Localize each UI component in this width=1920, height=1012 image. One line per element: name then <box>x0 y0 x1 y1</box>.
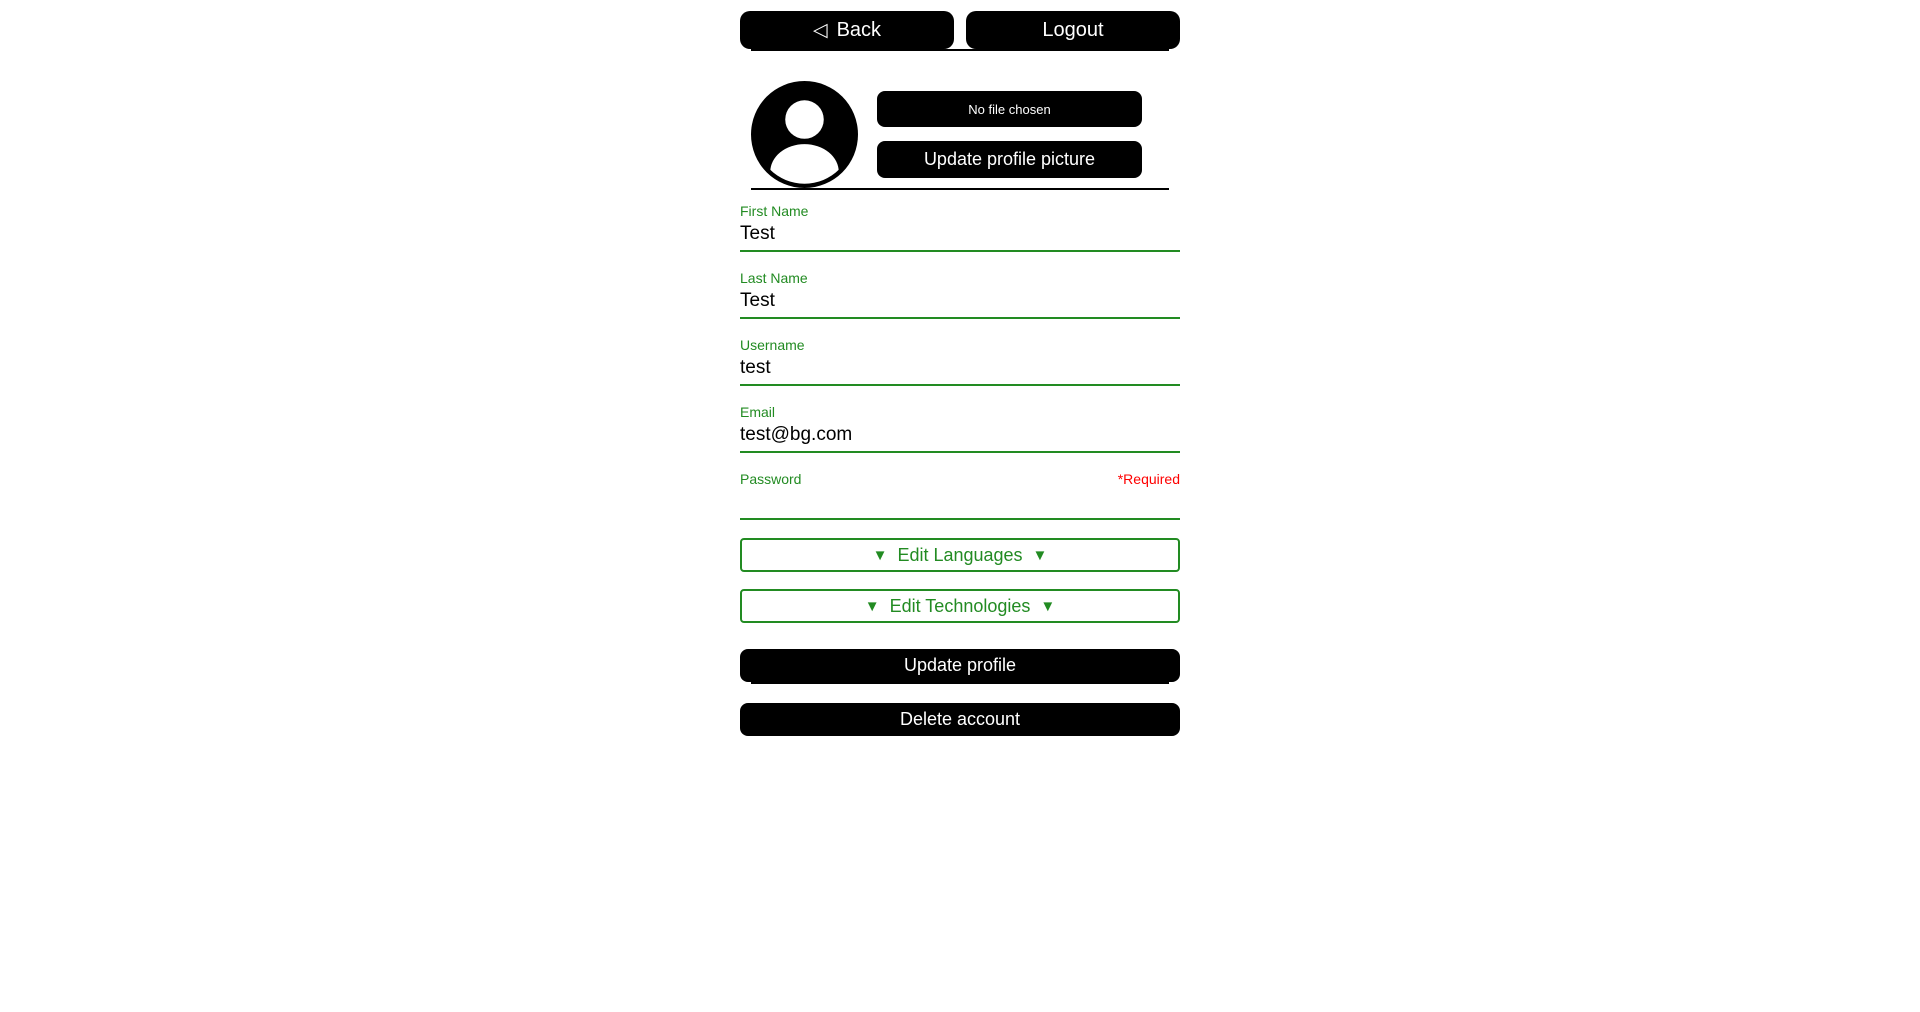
update-picture-label: Update profile picture <box>923 149 1096 169</box>
edit-technologies-button[interactable] <box>740 589 1180 623</box>
chevron-down-icon: ▼ <box>1040 597 1056 615</box>
update-profile-label: Update profile <box>903 655 1017 675</box>
person-icon <box>751 81 858 188</box>
first-name-input[interactable] <box>740 222 1180 246</box>
chevron-down-icon: ▼ <box>864 597 880 615</box>
password-label: Password <box>740 471 802 487</box>
profile-page <box>740 0 1180 736</box>
first-name-label: First Name <box>740 203 809 219</box>
picture-buttons <box>877 91 1142 178</box>
profile-picture-section <box>740 81 1180 188</box>
username-label: Username <box>740 337 805 353</box>
username-input[interactable] <box>740 356 1180 380</box>
edit-languages-label: Edit Languages <box>897 544 1023 565</box>
delete-account-button[interactable] <box>740 703 1180 736</box>
back-arrow-icon: ◁ <box>812 19 828 41</box>
divider <box>751 188 1169 190</box>
choose-file-button[interactable] <box>877 91 1142 127</box>
update-profile-button[interactable] <box>740 649 1180 682</box>
logout-button[interactable] <box>966 11 1180 49</box>
last-name-field <box>740 270 1180 319</box>
email-label: Email <box>740 404 776 420</box>
username-field <box>740 337 1180 386</box>
back-button-label: Back <box>836 18 882 41</box>
delete-account-label: Delete account <box>899 709 1021 729</box>
divider <box>751 49 1169 51</box>
required-note: *Required <box>1117 471 1180 487</box>
email-field <box>740 404 1180 453</box>
first-name-field <box>740 203 1180 252</box>
back-button[interactable] <box>740 11 954 49</box>
file-chosen-status: No file chosen <box>968 101 1051 117</box>
chevron-down-icon: ▼ <box>872 546 888 564</box>
edit-languages-button[interactable] <box>740 538 1180 572</box>
edit-technologies-label: Edit Technologies <box>889 595 1031 616</box>
password-label-row <box>740 471 1180 487</box>
profile-form <box>740 203 1180 520</box>
last-name-label: Last Name <box>740 270 808 286</box>
last-name-input[interactable] <box>740 289 1180 313</box>
update-profile-picture-button[interactable] <box>877 141 1142 178</box>
password-input[interactable] <box>740 490 1180 514</box>
divider <box>751 682 1169 684</box>
header-actions <box>740 11 1180 49</box>
email-input[interactable] <box>740 423 1180 447</box>
logout-button-label: Logout <box>1042 18 1104 41</box>
password-field <box>740 471 1180 520</box>
chevron-down-icon: ▼ <box>1032 546 1048 564</box>
